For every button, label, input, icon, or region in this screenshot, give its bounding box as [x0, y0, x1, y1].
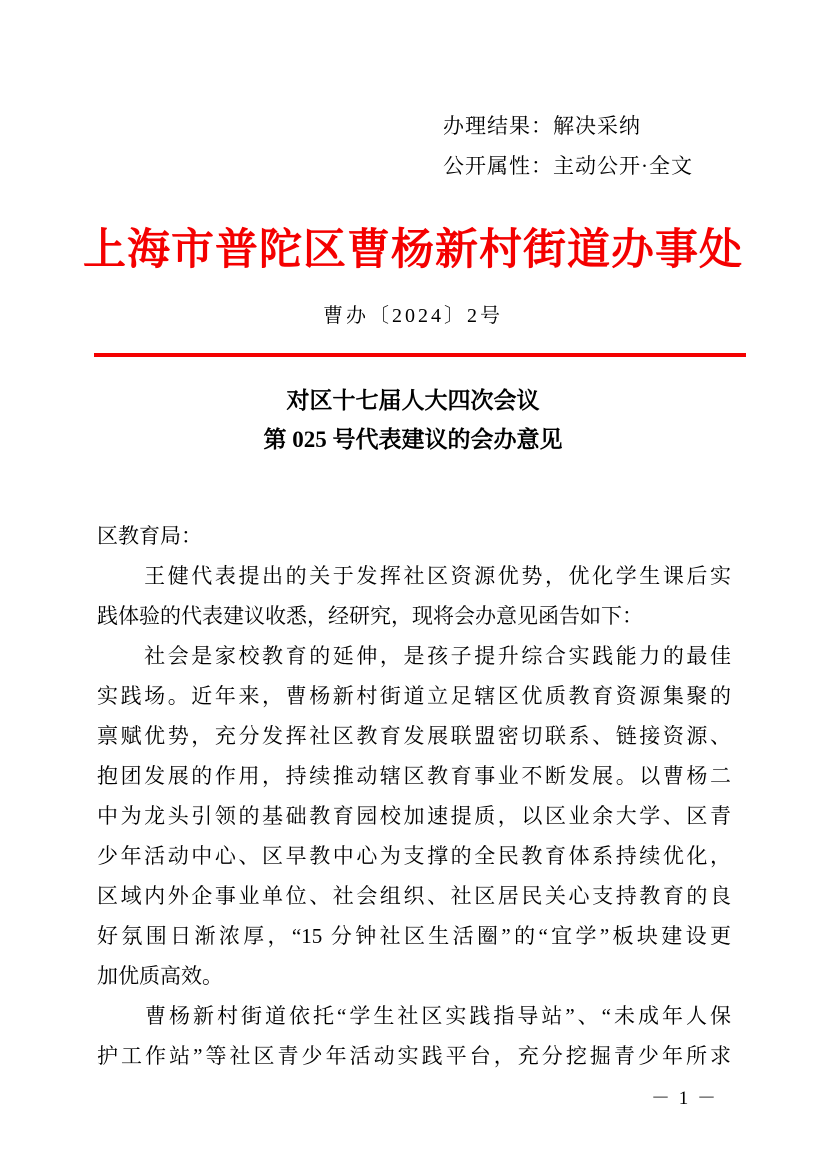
red-divider-rule: [94, 353, 746, 357]
body-line: 区域内外企事业单位、社会组织、社区居民关心支持教育的良: [97, 884, 731, 908]
meta-block: [443, 106, 693, 186]
body-line: 王健代表提出的关于发挥社区资源优势，优化学生课后实: [97, 564, 731, 588]
document-number: 曹办〔2024〕2号: [323, 305, 503, 327]
handling-result-value: 解决采纳: [553, 114, 641, 138]
body-line-salutation: 区教育局：: [97, 524, 202, 548]
body-line: 实践场。近年来，曹杨新村街道立足辖区优质教育资源集聚的: [97, 684, 731, 708]
body-line: 加优质高效。: [97, 964, 223, 988]
issuer-title: 上海市普陀区曹杨新村街道办事处: [83, 227, 743, 274]
subject-title-line1: 对区十七届人大四次会议: [286, 388, 540, 413]
handling-result-line: [443, 106, 693, 146]
publicity-attribute-line: [443, 146, 693, 186]
body-line: 好氛围日渐浓厚，“15 分钟社区生活圈”的“宜学”板块建设更: [97, 924, 731, 948]
page-number: － 1 －: [650, 1088, 718, 1109]
subject-title: [0, 381, 826, 459]
body-line: 少年活动中心、区早教中心为支撑的全民教育体系持续优化，: [97, 844, 731, 868]
body-line: 禀赋优势，充分发挥社区教育发展联盟密切联系、链接资源、: [97, 724, 731, 748]
subject-title-line2: 第 025 号代表建议的会办意见: [263, 427, 563, 452]
body-line: 中为龙头引领的基础教育园校加速提质，以区业余大学、区青: [97, 804, 731, 828]
body-line: 践体验的代表建议收悉，经研究，现将会办意见函告如下：: [97, 604, 643, 628]
body-line: 曹杨新村街道依托“学生社区实践指导站”、“未成年人保: [97, 1004, 731, 1028]
handling-result-label: 办理结果：: [443, 114, 553, 138]
publicity-attribute-value: 主动公开·全文: [553, 154, 693, 178]
body-line: 护工作站”等社区青少年活动实践平台，充分挖掘青少年所求: [97, 1044, 731, 1068]
publicity-attribute-label: 公开属性：: [443, 154, 553, 178]
document-body: [97, 516, 731, 1076]
body-line: 抱团发展的作用，持续推动辖区教育事业不断发展。以曹杨二: [97, 764, 731, 788]
body-line: 社会是家校教育的延伸，是孩子提升综合实践能力的最佳: [97, 644, 731, 668]
